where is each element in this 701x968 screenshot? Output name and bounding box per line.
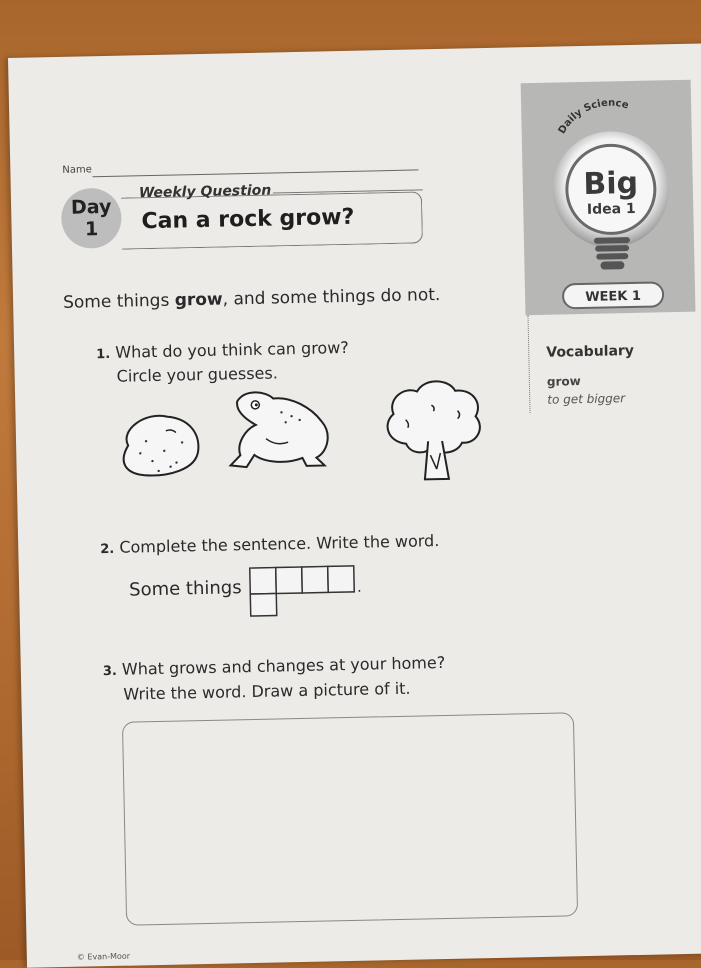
- question-1-number: 1.: [96, 346, 111, 363]
- intro-text-end: , and some things do not.: [222, 285, 441, 310]
- question-2: [100, 531, 439, 557]
- question-1-line1: What do you think can grow?: [115, 337, 349, 362]
- question-3-line2: Write the word. Draw a picture of it.: [123, 678, 411, 704]
- intro-sentence: [63, 285, 441, 313]
- name-label: Name: [62, 164, 92, 176]
- idea-label: Idea 1: [586, 200, 636, 218]
- pictures-row: [105, 374, 487, 494]
- letter-boxes[interactable]: [249, 564, 374, 619]
- rock-icon[interactable]: [123, 415, 199, 476]
- question-3-line1: What grows and changes at your home?: [121, 652, 446, 679]
- question-1-line2: Circle your guesses.: [116, 363, 279, 386]
- weekly-question-label: Weekly Question: [138, 182, 272, 202]
- name-line[interactable]: [92, 169, 418, 177]
- intro-bold-word: grow: [174, 289, 223, 311]
- sentence-prompt: Some things: [128, 577, 242, 601]
- daily-science-arc: Daily Science: [556, 97, 630, 136]
- day-badge: [61, 188, 122, 249]
- vocabulary-definition: to get bigger: [547, 391, 626, 407]
- drawing-box[interactable]: [122, 712, 578, 925]
- question-2-number: 2.: [100, 541, 115, 558]
- question-3: [103, 651, 446, 706]
- weekly-question: Can a rock grow?: [141, 204, 355, 235]
- frog-icon[interactable]: [229, 391, 328, 468]
- week-label: WEEK 1: [585, 288, 642, 305]
- worksheet-page: [8, 43, 701, 967]
- vocab-divider: [527, 315, 530, 413]
- lightbulb-icon: [521, 80, 696, 316]
- intro-text-start: Some things: [62, 290, 175, 313]
- big-idea-panel: [521, 80, 696, 316]
- question-2-line1: Complete the sentence. Write the word.: [119, 531, 440, 557]
- vocabulary-title: Vocabulary: [546, 342, 635, 361]
- big-word: Big: [583, 165, 639, 202]
- question-3-number: 3.: [102, 663, 118, 680]
- day-number: 1: [84, 218, 99, 241]
- vocabulary-word: grow: [546, 374, 581, 389]
- sentence-period: .: [357, 579, 362, 596]
- copyright: © Evan-Moor: [76, 951, 131, 962]
- day-label: Day: [70, 195, 112, 219]
- tree-icon[interactable]: [387, 380, 481, 480]
